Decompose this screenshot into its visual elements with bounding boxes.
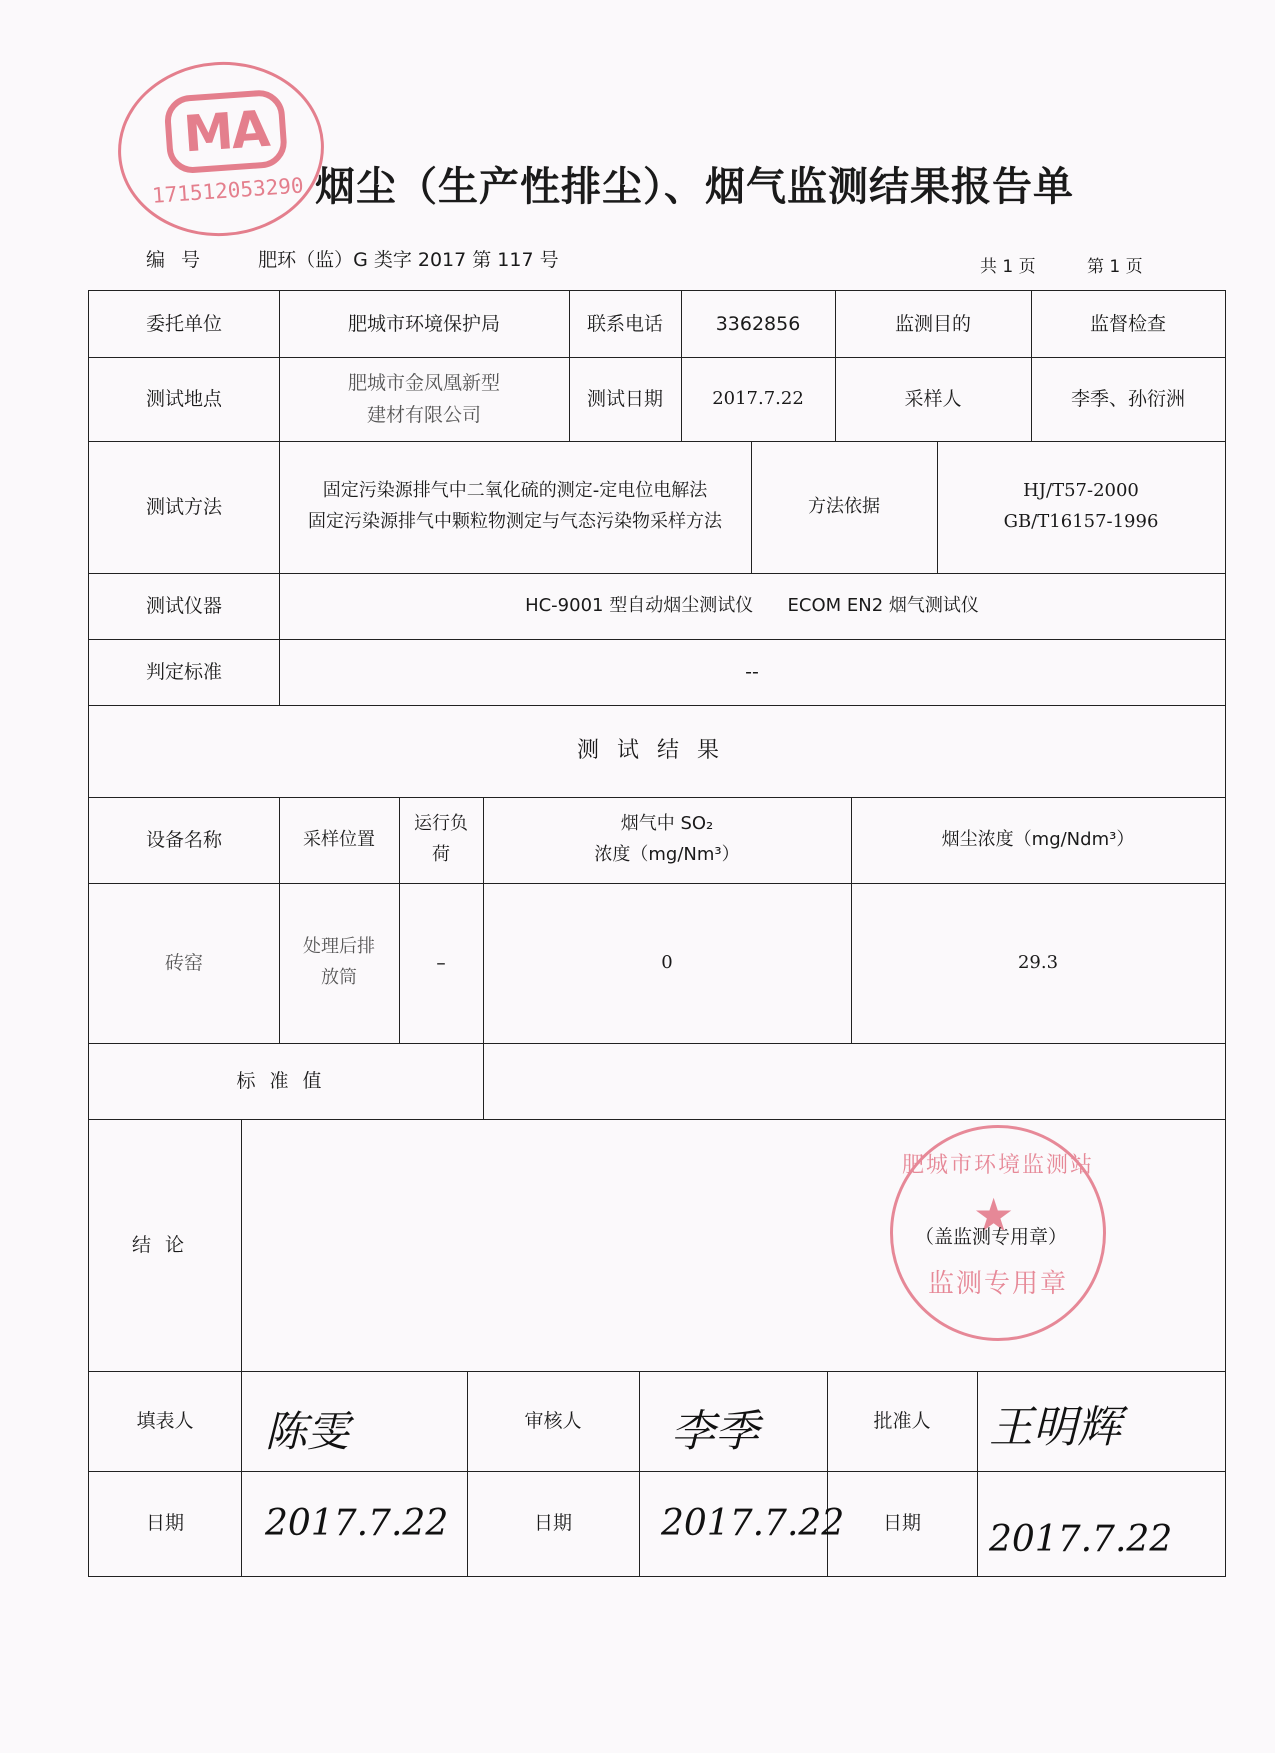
ma-stamp bbox=[112, 55, 330, 243]
position-line-2: 放筒 bbox=[321, 967, 357, 988]
approver-label: 批准人 bbox=[873, 1409, 931, 1432]
date-value: 2017.7.22 bbox=[712, 387, 804, 409]
basis-value bbox=[937, 441, 1225, 573]
method-label: 测试方法 bbox=[145, 495, 222, 518]
site-value-line-1: 肥城市金凤凰新型 bbox=[347, 371, 500, 394]
method-value bbox=[279, 441, 751, 573]
col-so2-line-1: 烟气中 SO₂ bbox=[620, 813, 714, 835]
col-load-line-2: 荷 bbox=[432, 844, 450, 865]
position-value bbox=[279, 883, 399, 1043]
col-so2-line-2: 浓度（mg/Nm³） bbox=[594, 844, 740, 865]
page-number: 第 1 页 bbox=[1087, 257, 1143, 277]
reviewer-label: 审核人 bbox=[524, 1409, 582, 1432]
col-so2 bbox=[483, 797, 851, 883]
seal-ring-text: 肥城市环境监测站 bbox=[901, 1153, 1094, 1178]
standard-value: -- bbox=[745, 660, 759, 683]
col-device: 设备名称 bbox=[145, 828, 222, 851]
phone-label: 联系电话 bbox=[586, 312, 663, 335]
basis-line-1: HJ/T57-2000 bbox=[1023, 480, 1139, 502]
serial-label: 编号 bbox=[146, 249, 217, 271]
ma-logo: MA bbox=[163, 89, 288, 175]
site-value-line-2: 建材有限公司 bbox=[366, 404, 481, 426]
method-line-2: 固定污染源排气中颗粒物测定与气态污染物采样方法 bbox=[308, 511, 722, 532]
serial-value: 肥环（监）G 类字 2017 第 117 号 bbox=[258, 249, 559, 271]
client-label: 委托单位 bbox=[145, 312, 222, 335]
col-position: 采样位置 bbox=[303, 828, 375, 850]
date-label-1: 日期 bbox=[145, 1512, 184, 1535]
basis-label: 方法依据 bbox=[808, 495, 880, 517]
results-section-title: 测试结果 bbox=[576, 738, 737, 764]
seal-center-text: 监测专用章 bbox=[927, 1269, 1068, 1299]
standard-label: 判定标准 bbox=[145, 660, 222, 683]
star-icon: ★ bbox=[973, 1188, 1015, 1242]
site-value bbox=[279, 357, 569, 441]
date-label-2: 日期 bbox=[533, 1512, 572, 1535]
device-value: 砖窑 bbox=[164, 951, 203, 974]
basis-line-2: GB/T16157-1996 bbox=[1003, 511, 1159, 532]
std-label: 标准值 bbox=[236, 1069, 336, 1092]
dust-value: 29.3 bbox=[1017, 951, 1059, 973]
seal-note: （盖监测专用章） bbox=[915, 1226, 1068, 1248]
position-line-1: 处理后排 bbox=[303, 936, 375, 958]
filler-date: 2017.7.22 bbox=[265, 1503, 449, 1544]
reviewer-date: 2017.7.22 bbox=[661, 1503, 845, 1544]
report-form bbox=[88, 290, 1226, 1577]
reviewer-signature: 李季 bbox=[671, 1406, 759, 1457]
instrument-value: HC-9001 型自动烟尘测试仪 ECOM EN2 烟气测试仪 bbox=[525, 594, 979, 616]
col-load bbox=[399, 797, 483, 883]
total-pages: 共 1 页 bbox=[980, 257, 1036, 277]
approver-date: 2017.7.22 bbox=[989, 1519, 1173, 1560]
sampler-value: 李季、孙衍洲 bbox=[1070, 387, 1185, 410]
sampler-label: 采样人 bbox=[904, 387, 962, 410]
page-count bbox=[980, 252, 1189, 277]
phone-value: 3362856 bbox=[715, 312, 801, 335]
load-value: – bbox=[436, 951, 446, 974]
so2-value: 0 bbox=[661, 951, 673, 973]
site-label: 测试地点 bbox=[145, 387, 222, 410]
instrument-label: 测试仪器 bbox=[145, 594, 222, 617]
purpose-label: 监测目的 bbox=[894, 312, 971, 335]
ma-number: 171512053290 bbox=[151, 173, 305, 208]
purpose-value: 监督检查 bbox=[1089, 312, 1166, 335]
date-label-3: 日期 bbox=[882, 1512, 921, 1535]
filler-label: 填表人 bbox=[136, 1409, 194, 1432]
client-value: 肥城市环境保护局 bbox=[347, 312, 500, 335]
method-line-1: 固定污染源排气中二氧化硫的测定-定电位电解法 bbox=[322, 480, 708, 502]
date-label: 测试日期 bbox=[586, 387, 663, 410]
approver-signature: 王明辉 bbox=[989, 1402, 1121, 1453]
filler-signature: 陈雯 bbox=[265, 1407, 350, 1456]
col-dust: 烟尘浓度（mg/Ndm³） bbox=[941, 828, 1135, 850]
conclusion-label: 结论 bbox=[131, 1233, 198, 1256]
serial-number bbox=[146, 245, 559, 272]
page-title: 烟尘（生产性排尘）、烟气监测结果报告单 bbox=[315, 164, 1074, 210]
col-load-line-1: 运行负 bbox=[414, 813, 468, 835]
